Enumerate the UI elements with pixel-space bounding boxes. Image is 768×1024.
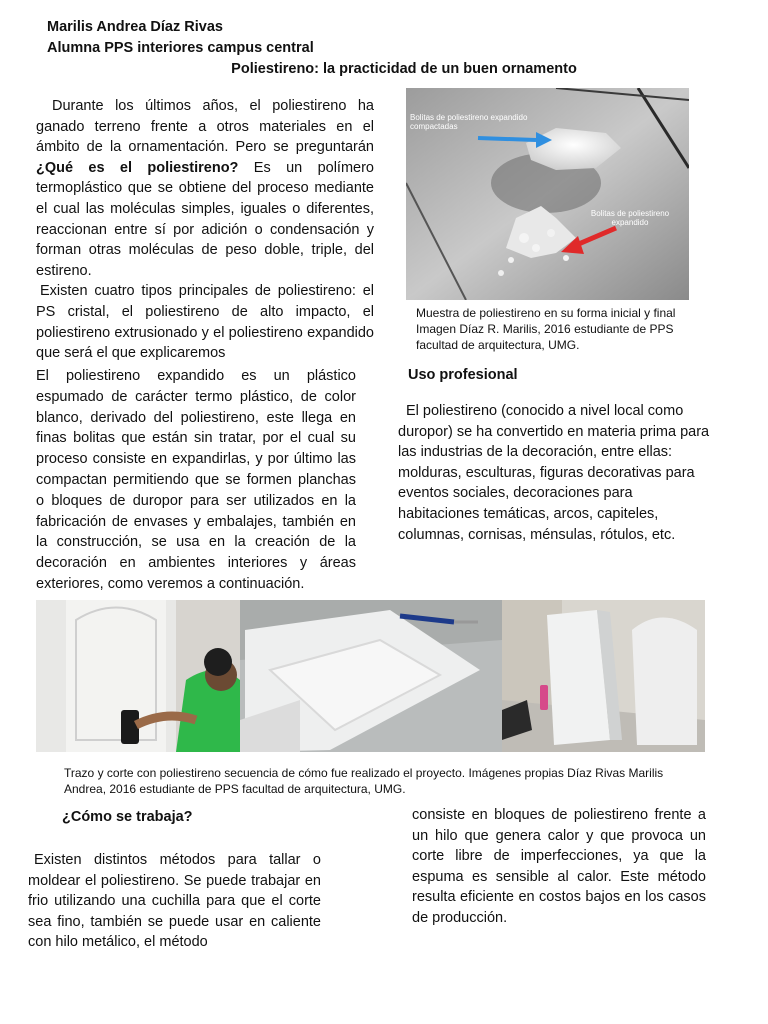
photo-foam-panel: [240, 600, 502, 752]
section-heading-uso: Uso profesional: [408, 367, 518, 383]
trabaja-text-left: Existen distintos métodos para tallar o moldear el poliestireno. Se puede trabajar en frio utilizando una cuchilla para que el corte sea fino, también se puede usar en caliente con hilo metálico, el método: [28, 852, 321, 951]
question-what-is: ¿Qué es el poliestireno?: [36, 159, 239, 176]
photo-person-cutting: [36, 600, 240, 752]
intro-text: [36, 96, 374, 364]
figure2-caption: Trazo y corte con poliestireno secuencia de cómo fue realizado el proyecto. Imágenes propias Díaz Rivas Marilis Andrea, 2016 estudiante de PPS facultad de arquitectura, UMG.: [64, 766, 664, 796]
author-name: Marilis Andrea Díaz Rivas: [47, 19, 223, 35]
section-heading-trabaja: ¿Cómo se trabaja?: [62, 809, 193, 825]
intro-paragraph-2: Existen cuatro tipos principales de poliestireno: el PS cristal, el poliestireno de alto impacto, el poliestireno extrusionado y el poliestireno expandido que será el que explicaremos: [36, 283, 374, 362]
label-expanded: Bolitas de poliestireno expandido: [590, 209, 670, 227]
uso-text: El poliestireno (conocido a nivel local como duropor) se ha convertido en materia prima para las industrias de la decoración, entre ellas: molduras, esculturas, figuras decorativas para eventos sociales, decoraciones para habitaciones temáticas, arcos, capiteles, columnas, cornisas, ménsulas, rótulos, etc.: [398, 403, 710, 543]
page-title: Poliestireno: la practicidad de un buen ornamento: [231, 61, 577, 77]
intro-paragraph-1: Durante los últimos años, el poliestireno ha ganado terreno frente a otros materiales en el ámbito de la ornamentación. Pero se preguntarán ¿Qué es el poliestireno? Es un polímero termoplástico que se obtiene del proceso mediante el cual las moléculas simples, iguales o diferentes, reaccionan entre sí por adición o condensación y forman otras moléculas de peso doble, triple, del estireno.: [36, 98, 374, 279]
trabaja-text-right: consiste en bloques de poliestireno frente a un hilo que genera calor y que provoca un corte libre de imperfecciones, ya que la espuma es sensible al calor. Este método resulta eficiente en costos bajos en los casos de producción.: [412, 807, 706, 926]
photo-cut-pieces: [502, 600, 705, 752]
figure1-caption: Muestra de poliestireno en su forma inicial y final Imagen Díaz R. Marilis, 2016 estudiante de PPS facultad de arquitectura, UMG.: [416, 306, 676, 352]
label-compacted: Bolitas de poliestireno expandido compactadas: [410, 113, 528, 131]
affiliation: Alumna PPS interiores campus central: [47, 40, 314, 56]
intro-paragraph-3: El poliestireno expandido es un plástico espumado de carácter termo plástico, de color blanco, derivado del poliestireno, este llega en finas bolitas que están sin tratar, por el cual su proceso consiste en expandirlas, y por último las compactan permitiendo que se formen planchas o bloques de duropor para ser utilizados en la fabricación de envases y embalajes, también en la construcción, se usa en la creación de la decoración en ambientes interiores y áreas exteriores, como veremos a continuación.: [36, 368, 356, 592]
